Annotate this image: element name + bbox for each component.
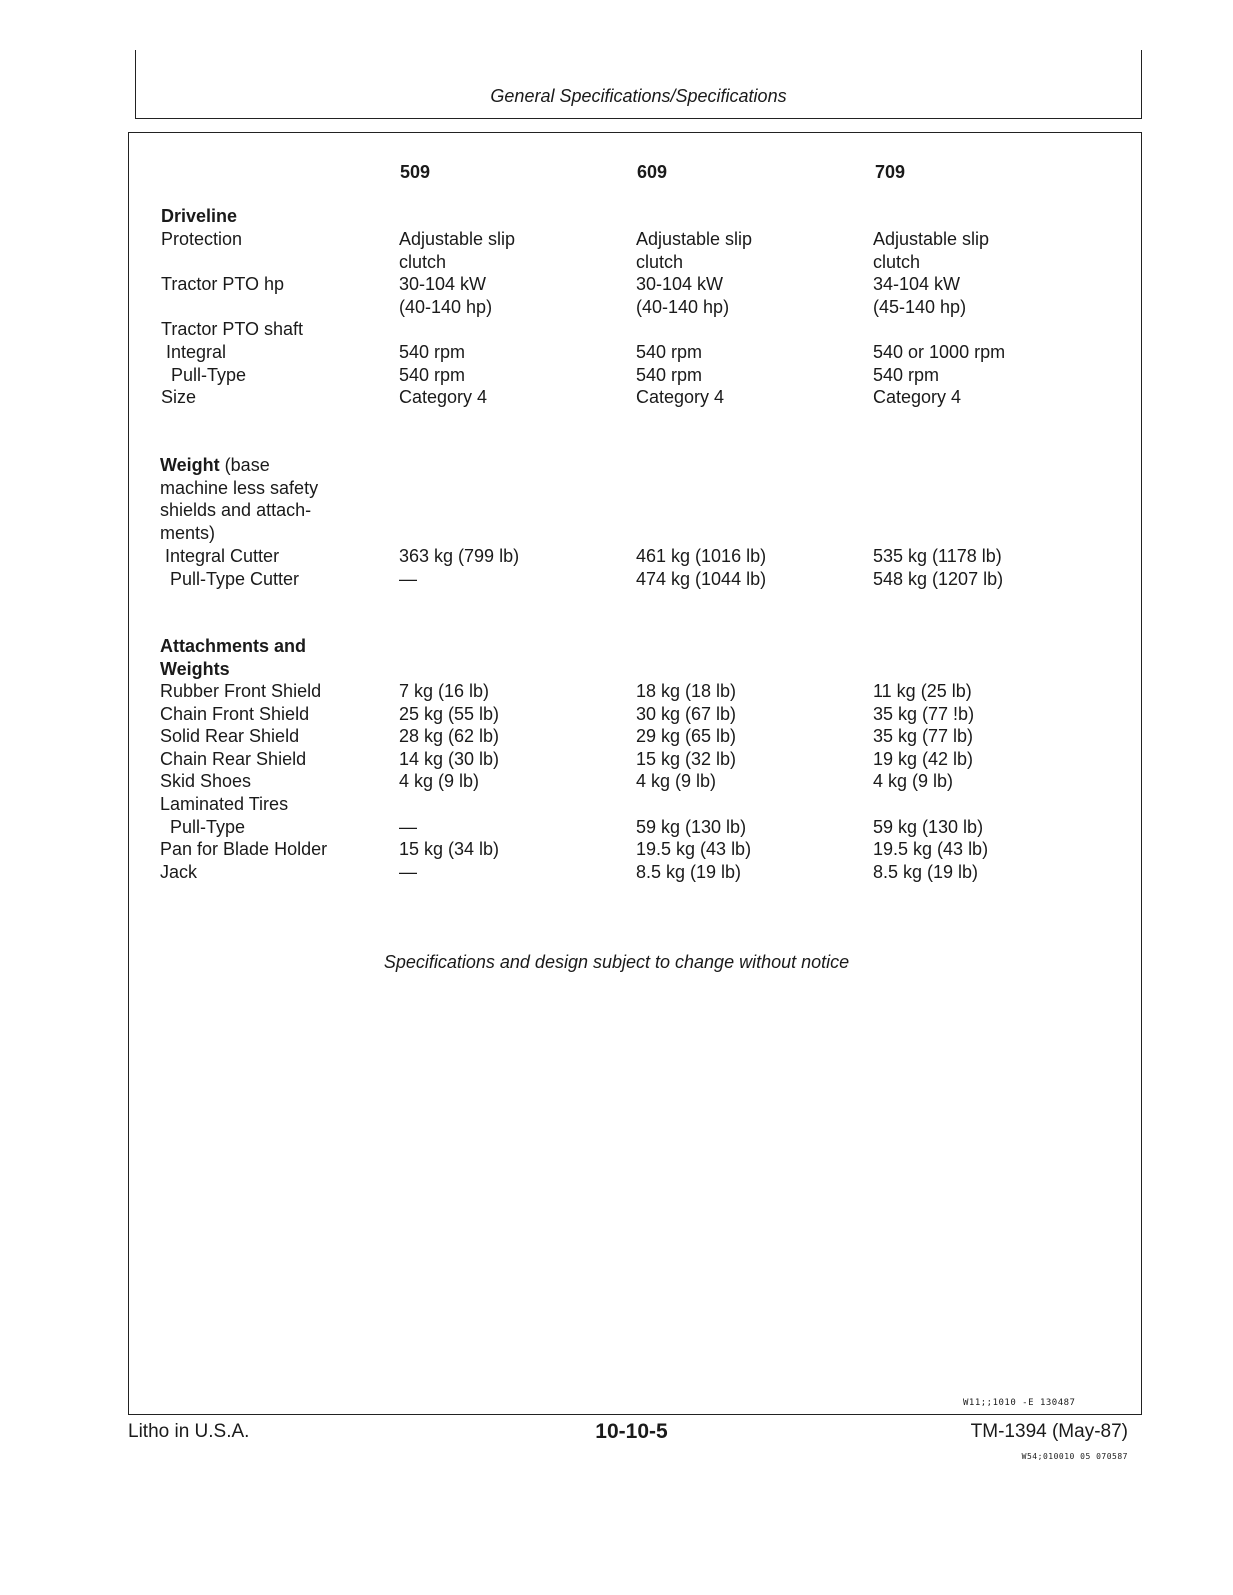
value-509: Adjustable slip <box>399 229 516 249</box>
value-509: — <box>399 861 417 882</box>
weight-desc-line: machine less safety <box>160 478 319 498</box>
value-709: 19.5 kg (43 lb) <box>873 839 989 860</box>
column-header-509: 509 <box>400 162 431 182</box>
value-709: (45-140 hp) <box>873 296 967 317</box>
footer-litho: Litho in U.S.A. <box>128 1421 250 1442</box>
row-label: Integral Cutter <box>160 546 280 566</box>
row-label: Tractor PTO shaft <box>161 319 304 340</box>
value-509: (40-140 hp) <box>399 296 493 317</box>
footer-page-number: 10-10-5 <box>595 1420 668 1443</box>
value-609: 59 kg (130 lb) <box>636 816 747 837</box>
value-609: clutch <box>636 251 684 272</box>
value-609: 8.5 kg (19 lb) <box>636 861 742 882</box>
weight-desc-line: ments) <box>160 523 216 543</box>
value-609: 461 kg (1016 lb) <box>636 546 767 566</box>
value-609: 29 kg (65 lb) <box>636 726 737 747</box>
value-509: 15 kg (34 lb) <box>399 839 500 860</box>
row-label: Pull-Type Cutter <box>160 568 300 589</box>
value-709: 8.5 kg (19 lb) <box>873 861 979 882</box>
page-header <box>135 50 1142 119</box>
disclaimer-note: Specifications and design subject to change without notice <box>383 952 850 972</box>
value-709: 548 kg (1207 lb) <box>873 568 1004 589</box>
value-709: 540 rpm <box>873 364 940 385</box>
attachments-heading: Attachments and <box>160 636 307 656</box>
value-709: 34-104 kW <box>873 274 961 295</box>
value-509: 25 kg (55 lb) <box>399 703 500 724</box>
value-609: 30 kg (67 lb) <box>636 703 737 724</box>
row-label: Jack <box>160 861 198 882</box>
value-709: 35 kg (77 lb) <box>873 726 974 747</box>
value-709: Adjustable slip <box>873 229 990 249</box>
value-509: 14 kg (30 lb) <box>399 748 500 769</box>
row-label: Pull-Type <box>160 816 246 837</box>
footer-code: W54;010010 05 070587 <box>1021 1452 1128 1461</box>
value-509: — <box>399 568 417 589</box>
row-label: Pan for Blade Holder <box>160 839 328 860</box>
value-509: 28 kg (62 lb) <box>399 726 500 747</box>
value-509: 7 kg (16 lb) <box>399 681 490 701</box>
value-609: 540 rpm <box>636 342 703 362</box>
value-709: 35 kg (77 !b) <box>873 703 975 724</box>
page-title: General Specifications/Specifications <box>490 86 787 106</box>
value-509: — <box>399 816 417 837</box>
value-609: 540 rpm <box>636 364 703 385</box>
footer-manual-number: TM-1394 (May-87) <box>970 1421 1128 1442</box>
value-609: 474 kg (1044 lb) <box>636 568 767 589</box>
value-609: 15 kg (32 lb) <box>636 748 737 769</box>
attachments-heading-line2: Weights <box>160 659 230 679</box>
value-709: 19 kg (42 lb) <box>873 748 974 769</box>
row-label: Solid Rear Shield <box>160 726 300 747</box>
value-509: 540 rpm <box>399 364 466 385</box>
value-609: 30-104 kW <box>636 274 724 295</box>
row-label: Protection <box>161 229 243 249</box>
weight-heading: Weight <box>160 455 220 475</box>
driveline-heading: Driveline <box>161 206 238 226</box>
value-709: clutch <box>873 251 921 272</box>
value-709: 540 or 1000 rpm <box>873 342 1006 362</box>
row-label: Integral <box>161 342 227 362</box>
value-609: Category 4 <box>636 387 725 408</box>
row-label: Pull-Type <box>161 364 247 385</box>
row-label: Chain Front Shield <box>160 703 310 724</box>
value-709: 11 kg (25 lb) <box>873 681 972 701</box>
row-label: Laminated Tires <box>160 794 289 814</box>
row-label: Chain Rear Shield <box>160 748 307 769</box>
frame-code: W11;;1010 -E 130487 <box>963 1398 1076 1408</box>
row-label: Skid Shoes <box>160 771 252 792</box>
weight-heading-rest: (base <box>219 455 270 475</box>
value-509: 363 kg (799 lb) <box>399 546 520 566</box>
column-header-609: 609 <box>637 162 668 182</box>
value-509: 540 rpm <box>399 342 466 362</box>
value-609: 4 kg (9 lb) <box>636 771 717 792</box>
row-label: Size <box>161 387 197 408</box>
row-label: Tractor PTO hp <box>161 274 285 295</box>
value-509: Category 4 <box>399 387 488 408</box>
column-header-709: 709 <box>875 162 906 182</box>
value-509: clutch <box>399 251 447 272</box>
value-709: 535 kg (1178 lb) <box>873 546 1002 566</box>
weight-desc-line: shields and attach- <box>160 500 312 520</box>
row-label: Rubber Front Shield <box>160 681 322 701</box>
value-509: 4 kg (9 lb) <box>399 771 480 792</box>
value-509: 30-104 kW <box>399 274 487 295</box>
weight-heading-line <box>160 454 270 477</box>
value-709: 59 kg (130 lb) <box>873 816 984 837</box>
value-609: 19.5 kg (43 lb) <box>636 839 752 860</box>
value-709: Category 4 <box>873 387 962 408</box>
value-609: 18 kg (18 lb) <box>636 681 737 701</box>
value-609: Adjustable slip <box>636 229 753 249</box>
value-709: 4 kg (9 lb) <box>873 771 954 792</box>
value-609: (40-140 hp) <box>636 296 730 317</box>
